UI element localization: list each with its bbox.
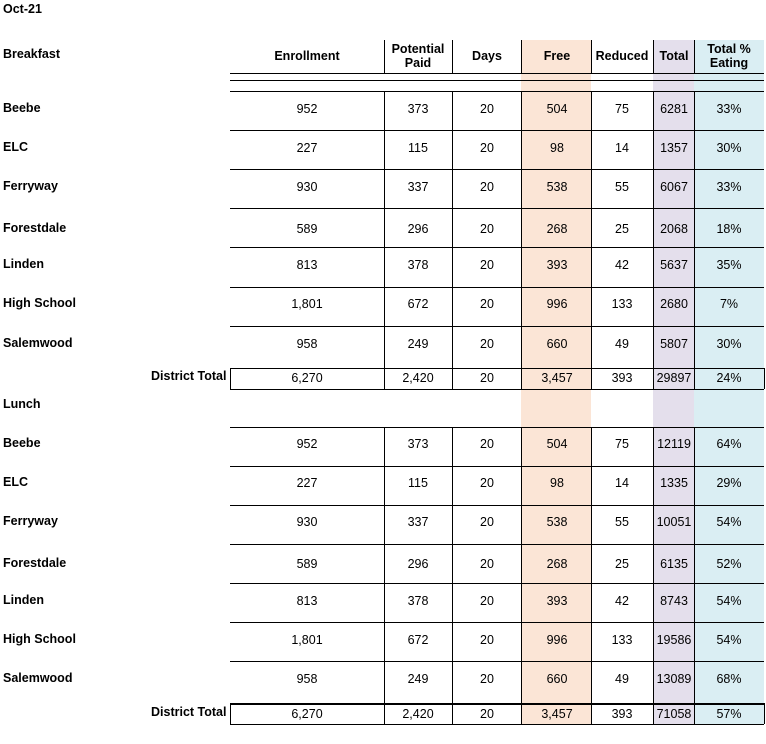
district-total-top-rule — [230, 703, 764, 705]
total-cell-total: 71058 — [656, 707, 692, 721]
row-column-divider — [521, 208, 522, 247]
school-name: High School — [3, 296, 76, 310]
cell-free: 98 — [550, 141, 564, 155]
row-rule — [230, 583, 764, 584]
cell-total: 8743 — [660, 594, 688, 608]
cell-days: 20 — [480, 557, 494, 571]
row-rule — [230, 130, 764, 131]
header-column-divider — [452, 40, 453, 73]
total-cell-reduced: 393 — [611, 371, 633, 385]
school-name: ELC — [3, 475, 28, 489]
header-column-divider — [694, 40, 695, 73]
cell-total: 6135 — [660, 557, 688, 571]
district-total-divider — [521, 703, 522, 724]
cell-days: 20 — [480, 297, 494, 311]
cell-days: 20 — [480, 258, 494, 272]
row-column-divider — [521, 130, 522, 169]
school-name: Linden — [3, 257, 44, 271]
header-potential-paid-line-1: Potential — [391, 42, 445, 56]
header-column-divider — [384, 40, 385, 73]
cell-days: 20 — [480, 594, 494, 608]
cell-enrollment: 813 — [296, 258, 318, 272]
cell-days: 20 — [480, 476, 494, 490]
cell-enrollment: 813 — [296, 594, 318, 608]
header-days — [447, 49, 527, 63]
cell-days: 20 — [480, 102, 494, 116]
total-cell-enrollment: 6,270 — [291, 371, 323, 385]
header-column-divider — [521, 40, 522, 73]
cell-potential-paid: 115 — [408, 141, 428, 155]
cell-total-pct-eating: 54% — [716, 633, 742, 647]
total-cell-total: 29897 — [656, 371, 692, 385]
row-column-divider — [521, 247, 522, 287]
header-days-line-1: Days — [472, 49, 502, 63]
cell-free: 660 — [546, 672, 568, 686]
section-title-breakfast: Breakfast — [3, 47, 60, 61]
school-name: ELC — [3, 140, 28, 154]
district-total-label: District Total — [151, 705, 227, 719]
row-column-divider — [521, 287, 522, 326]
cell-total-pct-eating: 33% — [716, 102, 742, 116]
district-total-left-border — [230, 703, 231, 724]
school-name: High School — [3, 632, 76, 646]
header-bottom-rule — [230, 73, 764, 74]
row-rule — [230, 427, 764, 428]
cell-enrollment: 227 — [296, 476, 318, 490]
cell-days: 20 — [480, 672, 494, 686]
header-total-pct-eating-line-1: Total % — [707, 42, 751, 56]
cell-reduced: 133 — [611, 297, 633, 311]
cell-total: 19586 — [656, 633, 692, 647]
cell-potential-paid: 296 — [407, 557, 429, 571]
district-total-divider — [764, 703, 765, 724]
header-enrollment-line-1: Enrollment — [274, 49, 340, 63]
header-reduced-line-1: Reduced — [595, 49, 649, 63]
cell-total: 2068 — [660, 222, 688, 236]
row-rule — [230, 661, 764, 662]
cell-free: 996 — [546, 633, 568, 647]
cell-total: 6281 — [660, 102, 688, 116]
cell-days: 20 — [480, 222, 494, 236]
cell-reduced: 42 — [615, 258, 629, 272]
cell-potential-paid: 373 — [407, 437, 429, 451]
row-column-divider — [521, 91, 522, 130]
cell-total: 6067 — [660, 180, 688, 194]
row-rule — [230, 287, 764, 288]
cell-days: 20 — [480, 633, 494, 647]
cell-reduced: 55 — [615, 180, 629, 194]
cell-total-pct-eating: 52% — [716, 557, 742, 571]
cell-potential-paid: 337 — [407, 515, 429, 529]
row-column-divider — [521, 583, 522, 622]
district-total-top-rule — [230, 368, 764, 369]
cell-potential-paid: 672 — [407, 633, 429, 647]
row-rule — [230, 208, 764, 209]
section-title-lunch: Lunch — [3, 397, 41, 411]
cell-potential-paid: 115 — [408, 476, 428, 490]
cell-total-pct-eating: 33% — [716, 180, 742, 194]
cell-total-pct-eating: 54% — [716, 594, 742, 608]
cell-free: 538 — [546, 515, 568, 529]
cell-total: 1357 — [660, 141, 688, 155]
cell-days: 20 — [480, 337, 494, 351]
cell-potential-paid: 672 — [407, 297, 429, 311]
cell-days: 20 — [480, 515, 494, 529]
header-enrollment — [267, 49, 347, 63]
row-rule — [230, 169, 764, 170]
cell-total: 10051 — [656, 515, 692, 529]
row-rule — [230, 622, 764, 623]
district-total-label: District Total — [151, 369, 227, 383]
cell-free: 393 — [546, 258, 568, 272]
cell-reduced: 14 — [615, 476, 629, 490]
cell-free: 504 — [546, 102, 568, 116]
cell-total: 13089 — [656, 672, 692, 686]
cell-reduced: 25 — [615, 557, 629, 571]
cell-total-pct-eating: 29% — [716, 476, 742, 490]
cell-potential-paid: 249 — [407, 337, 429, 351]
cell-free: 538 — [546, 180, 568, 194]
total-cell-enrollment: 6,270 — [291, 707, 323, 721]
cell-reduced: 25 — [615, 222, 629, 236]
cell-reduced: 133 — [611, 633, 633, 647]
section-top-rule — [230, 80, 764, 81]
school-name: Linden — [3, 593, 44, 607]
cell-potential-paid: 249 — [407, 672, 429, 686]
cell-potential-paid: 296 — [407, 222, 429, 236]
row-column-divider — [521, 505, 522, 544]
cell-potential-paid: 378 — [407, 594, 429, 608]
header-total-line-1: Total — [659, 49, 689, 63]
header-potential-paid-line-2: Paid — [404, 56, 432, 70]
cell-enrollment: 952 — [296, 102, 318, 116]
cell-enrollment: 1,801 — [291, 297, 323, 311]
row-column-divider — [521, 169, 522, 208]
cell-reduced: 42 — [615, 594, 629, 608]
cell-enrollment: 930 — [296, 180, 318, 194]
header-column-divider — [591, 40, 592, 73]
total-cell-days: 20 — [480, 371, 494, 385]
cell-enrollment: 958 — [296, 672, 318, 686]
cell-potential-paid: 337 — [407, 180, 429, 194]
row-column-divider — [521, 466, 522, 505]
total-cell-free: 3,457 — [541, 707, 573, 721]
cell-total: 5807 — [660, 337, 688, 351]
cell-potential-paid: 373 — [407, 102, 429, 116]
school-name: Forestdale — [3, 221, 67, 235]
total-cell-potential-paid: 2,420 — [402, 371, 434, 385]
cell-free: 996 — [546, 297, 568, 311]
cell-free: 393 — [546, 594, 568, 608]
school-name: Ferryway — [3, 514, 58, 528]
header-total-pct-eating-line-2: Eating — [709, 56, 749, 70]
total-cell-total-pct-eating: 24% — [716, 371, 742, 385]
total-cell-total-pct-eating: 57% — [716, 707, 742, 721]
row-rule — [230, 466, 764, 467]
row-rule — [230, 544, 764, 545]
district-total-bottom-rule — [230, 389, 764, 390]
cell-reduced: 49 — [615, 672, 629, 686]
cell-free: 660 — [546, 337, 568, 351]
cell-total-pct-eating: 30% — [716, 337, 742, 351]
cell-reduced: 49 — [615, 337, 629, 351]
district-total-bottom-rule — [230, 724, 764, 725]
cell-total-pct-eating: 30% — [716, 141, 742, 155]
row-rule — [230, 326, 764, 327]
cell-enrollment: 930 — [296, 515, 318, 529]
school-name: Beebe — [3, 436, 41, 450]
cell-enrollment: 589 — [296, 557, 318, 571]
row-rule — [230, 247, 764, 248]
cell-free: 268 — [546, 222, 568, 236]
district-total-left-border — [230, 368, 231, 389]
cell-days: 20 — [480, 437, 494, 451]
total-cell-potential-paid: 2,420 — [402, 707, 434, 721]
cell-enrollment: 589 — [296, 222, 318, 236]
district-total-divider — [521, 368, 522, 389]
total-cell-days: 20 — [480, 707, 494, 721]
cell-total: 2680 — [660, 297, 688, 311]
school-name: Ferryway — [3, 179, 58, 193]
school-name: Salemwood — [3, 671, 73, 685]
cell-total-pct-eating: 64% — [716, 437, 742, 451]
cell-free: 98 — [550, 476, 564, 490]
cell-total: 1335 — [660, 476, 688, 490]
cell-days: 20 — [480, 180, 494, 194]
total-cell-reduced: 393 — [611, 707, 633, 721]
district-total-divider — [764, 368, 765, 389]
cell-free: 504 — [546, 437, 568, 451]
sheet-title: Oct-21 — [3, 2, 42, 16]
school-name: Beebe — [3, 101, 41, 115]
cell-free: 268 — [546, 557, 568, 571]
cell-days: 20 — [480, 141, 494, 155]
cell-reduced: 75 — [615, 437, 629, 451]
row-column-divider — [521, 661, 522, 703]
row-rule — [230, 505, 764, 506]
header-column-divider — [653, 40, 654, 73]
cell-reduced: 75 — [615, 102, 629, 116]
total-cell-free: 3,457 — [541, 371, 573, 385]
row-column-divider — [521, 622, 522, 661]
cell-enrollment: 958 — [296, 337, 318, 351]
cell-potential-paid: 378 — [407, 258, 429, 272]
cell-total-pct-eating: 18% — [716, 222, 742, 236]
cell-reduced: 55 — [615, 515, 629, 529]
cell-total: 12119 — [657, 437, 691, 451]
header-total-pct-eating — [689, 42, 766, 70]
cell-enrollment: 227 — [296, 141, 318, 155]
cell-total-pct-eating: 54% — [716, 515, 742, 529]
school-name: Salemwood — [3, 336, 73, 350]
header-free-line-1: Free — [543, 49, 571, 63]
cell-enrollment: 952 — [296, 437, 318, 451]
cell-total-pct-eating: 35% — [716, 258, 742, 272]
row-column-divider — [521, 427, 522, 466]
row-column-divider — [521, 544, 522, 583]
cell-total-pct-eating: 68% — [716, 672, 742, 686]
row-column-divider — [521, 326, 522, 368]
cell-total: 5637 — [660, 258, 688, 272]
school-name: Forestdale — [3, 556, 67, 570]
row-rule — [230, 91, 764, 92]
header-potential-paid — [378, 42, 458, 70]
cell-enrollment: 1,801 — [291, 633, 323, 647]
cell-reduced: 14 — [615, 141, 629, 155]
cell-total-pct-eating: 7% — [719, 297, 739, 311]
